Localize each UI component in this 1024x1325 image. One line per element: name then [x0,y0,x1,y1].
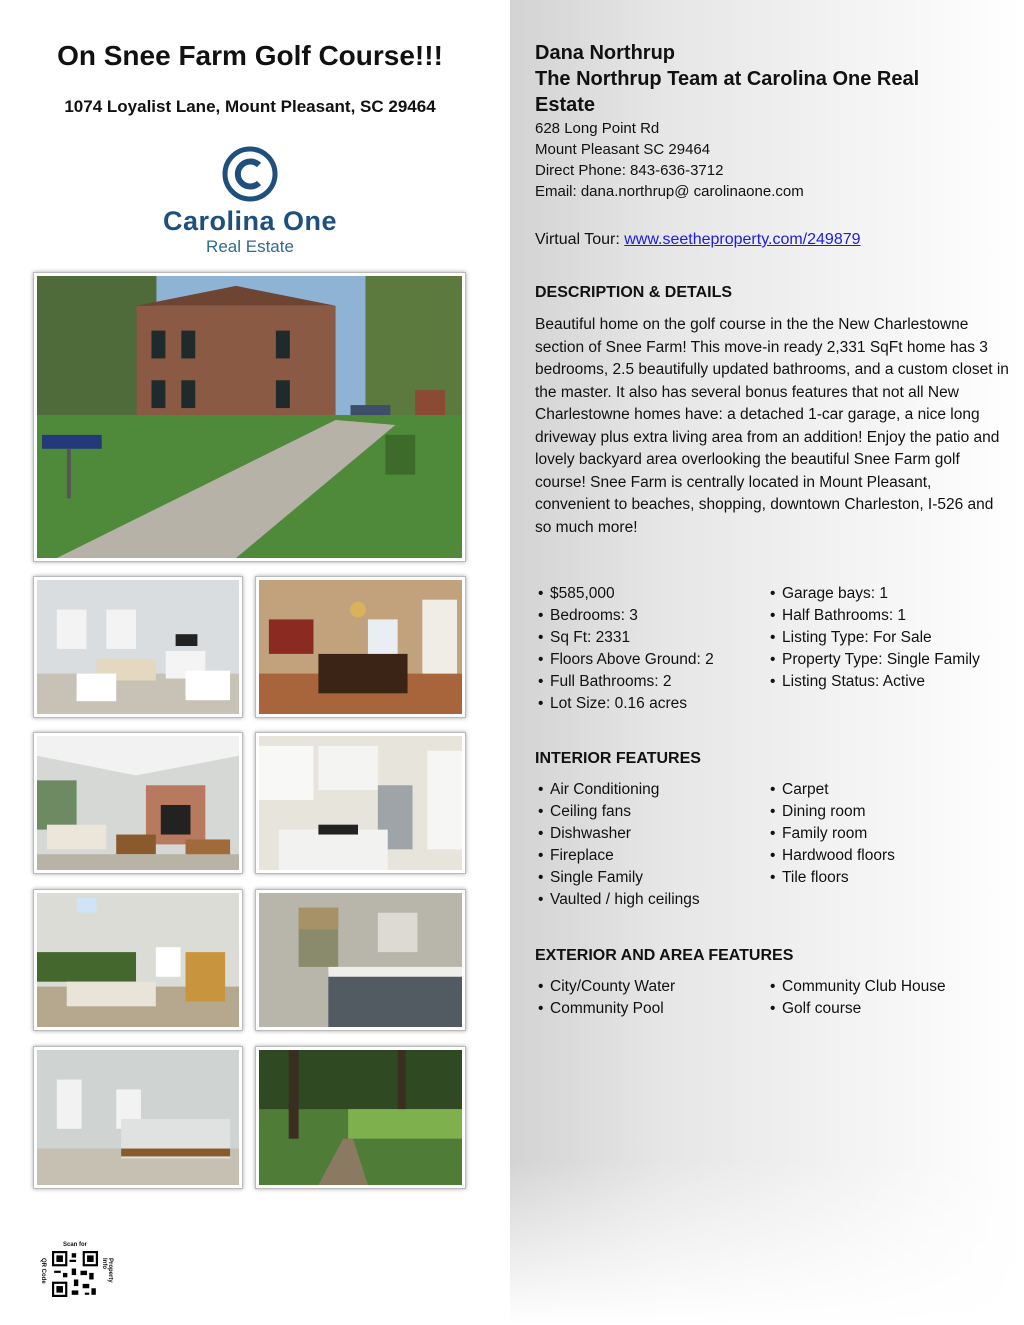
photo-breakfast-area[interactable] [33,889,243,1031]
virtual-tour-label: Virtual Tour: [535,231,625,248]
listing-address: 1074 Loyalist Lane, Mount Pleasant, SC 29464 [64,97,436,116]
photo-backyard-golf-course[interactable] [255,1046,466,1189]
interior-feature: • Ceiling fans [535,801,700,823]
virtual-tour-link[interactable]: www.seetheproperty.com/249879 [624,231,861,248]
right-panel-fade [510,1160,1024,1325]
exterior-feature: • Community Club House [767,976,946,998]
agent-phone: Direct Phone: 843-636-3712 [535,162,724,179]
detail-item: • Bedrooms: 3 [535,605,714,627]
interior-feature: • Vaulted / high ceilings [535,889,700,911]
detail-item: • Half Bathrooms: 1 [767,605,980,627]
carolina-one-logo [150,146,350,261]
detail-item: • Garage bays: 1 [767,583,980,605]
qr-caption-right: Property Info [101,1258,113,1283]
qr-caption-top: Scan for [62,1242,87,1248]
detail-item: • Listing Status: Active [767,671,980,693]
exterior-feature: • Community Pool [535,998,675,1020]
detail-item: • Lot Size: 0.16 acres [535,693,714,715]
agent-street: 628 Long Point Rd [535,120,660,137]
interior-feature: • Dishwasher [535,823,700,845]
logo-name: Carolina One [162,206,338,236]
photo-master-bedroom[interactable] [33,1046,243,1189]
details-list-right [767,583,980,693]
agent-name: Dana Northrup [535,42,675,64]
detail-item: • Property Type: Single Family [767,649,980,671]
logo-subtitle: Real Estate [206,237,294,256]
interior-feature: • Single Family [535,867,700,889]
interior-list-right [767,779,895,889]
description-heading: DESCRIPTION & DETAILS [535,284,733,301]
exterior-feature: • City/County Water [535,976,675,998]
interior-feature: • Carpet [767,779,895,801]
qr-caption-left: QR Code [40,1258,46,1284]
interior-feature: • Family room [767,823,895,845]
interior-feature: • Hardwood floors [767,845,895,867]
photo-family-room[interactable] [33,732,243,874]
description-text: Beautiful home on the golf course in the the New Charlestowne section of Snee Farm! This move-in ready 2,331 SqFt home has 3 bedrooms, 2.5 beautifully updated bathrooms, and a custom closet in the master. It also has several bonus features that not all New Charlestowne homes have: a detached 1-car garage, a nice long driveway plus extra living area from an addition! Enjoy the patio and lovely backyard area overlooking the beautiful Snee Farm golf course! Snee Farm is centrally located in Mount Pleasant, convenient to beaches, shopping, downtown Charleston, I-526 and so much more! [535,316,1009,536]
detail-item: • Floors Above Ground: 2 [535,649,714,671]
photo-dining-room[interactable] [255,576,466,718]
listing-title: On Snee Farm Golf Course!!! [57,40,443,71]
interior-list-left [535,779,700,911]
interior-feature: • Tile floors [767,867,895,889]
interior-feature: • Fireplace [535,845,700,867]
detail-item: • Full Bathrooms: 2 [535,671,714,693]
photo-bathroom[interactable] [255,889,466,1031]
agent-team-line1: The Northrup Team at Carolina One Real [535,68,920,90]
agent-city: Mount Pleasant SC 29464 [535,141,711,158]
exterior-feature: • Golf course [767,998,946,1020]
agent-info [535,40,995,202]
qr-code[interactable] [40,1243,112,1305]
qr-code-icon [52,1251,98,1297]
details-list-left [535,583,714,715]
agent-team-line2: Estate [535,94,596,116]
interior-feature: • Dining room [767,801,895,823]
detail-item: • Listing Type: For Sale [767,627,980,649]
interior-heading: INTERIOR FEATURES [535,750,701,767]
photo-exterior-main[interactable] [33,272,466,562]
photo-living-room[interactable] [33,576,243,718]
photo-kitchen[interactable] [255,732,466,874]
copyright-c-logo-icon [222,146,278,202]
exterior-list-right [767,976,946,1020]
detail-item: • $585,000 [535,583,714,605]
interior-feature: • Air Conditioning [535,779,700,801]
detail-item: • Sq Ft: 2331 [535,627,714,649]
virtual-tour [535,231,861,249]
exterior-list-left [535,976,675,1020]
agent-email: Email: dana.northrup@ carolinaone.com [535,183,804,200]
exterior-heading: EXTERIOR AND AREA FEATURES [535,947,794,964]
